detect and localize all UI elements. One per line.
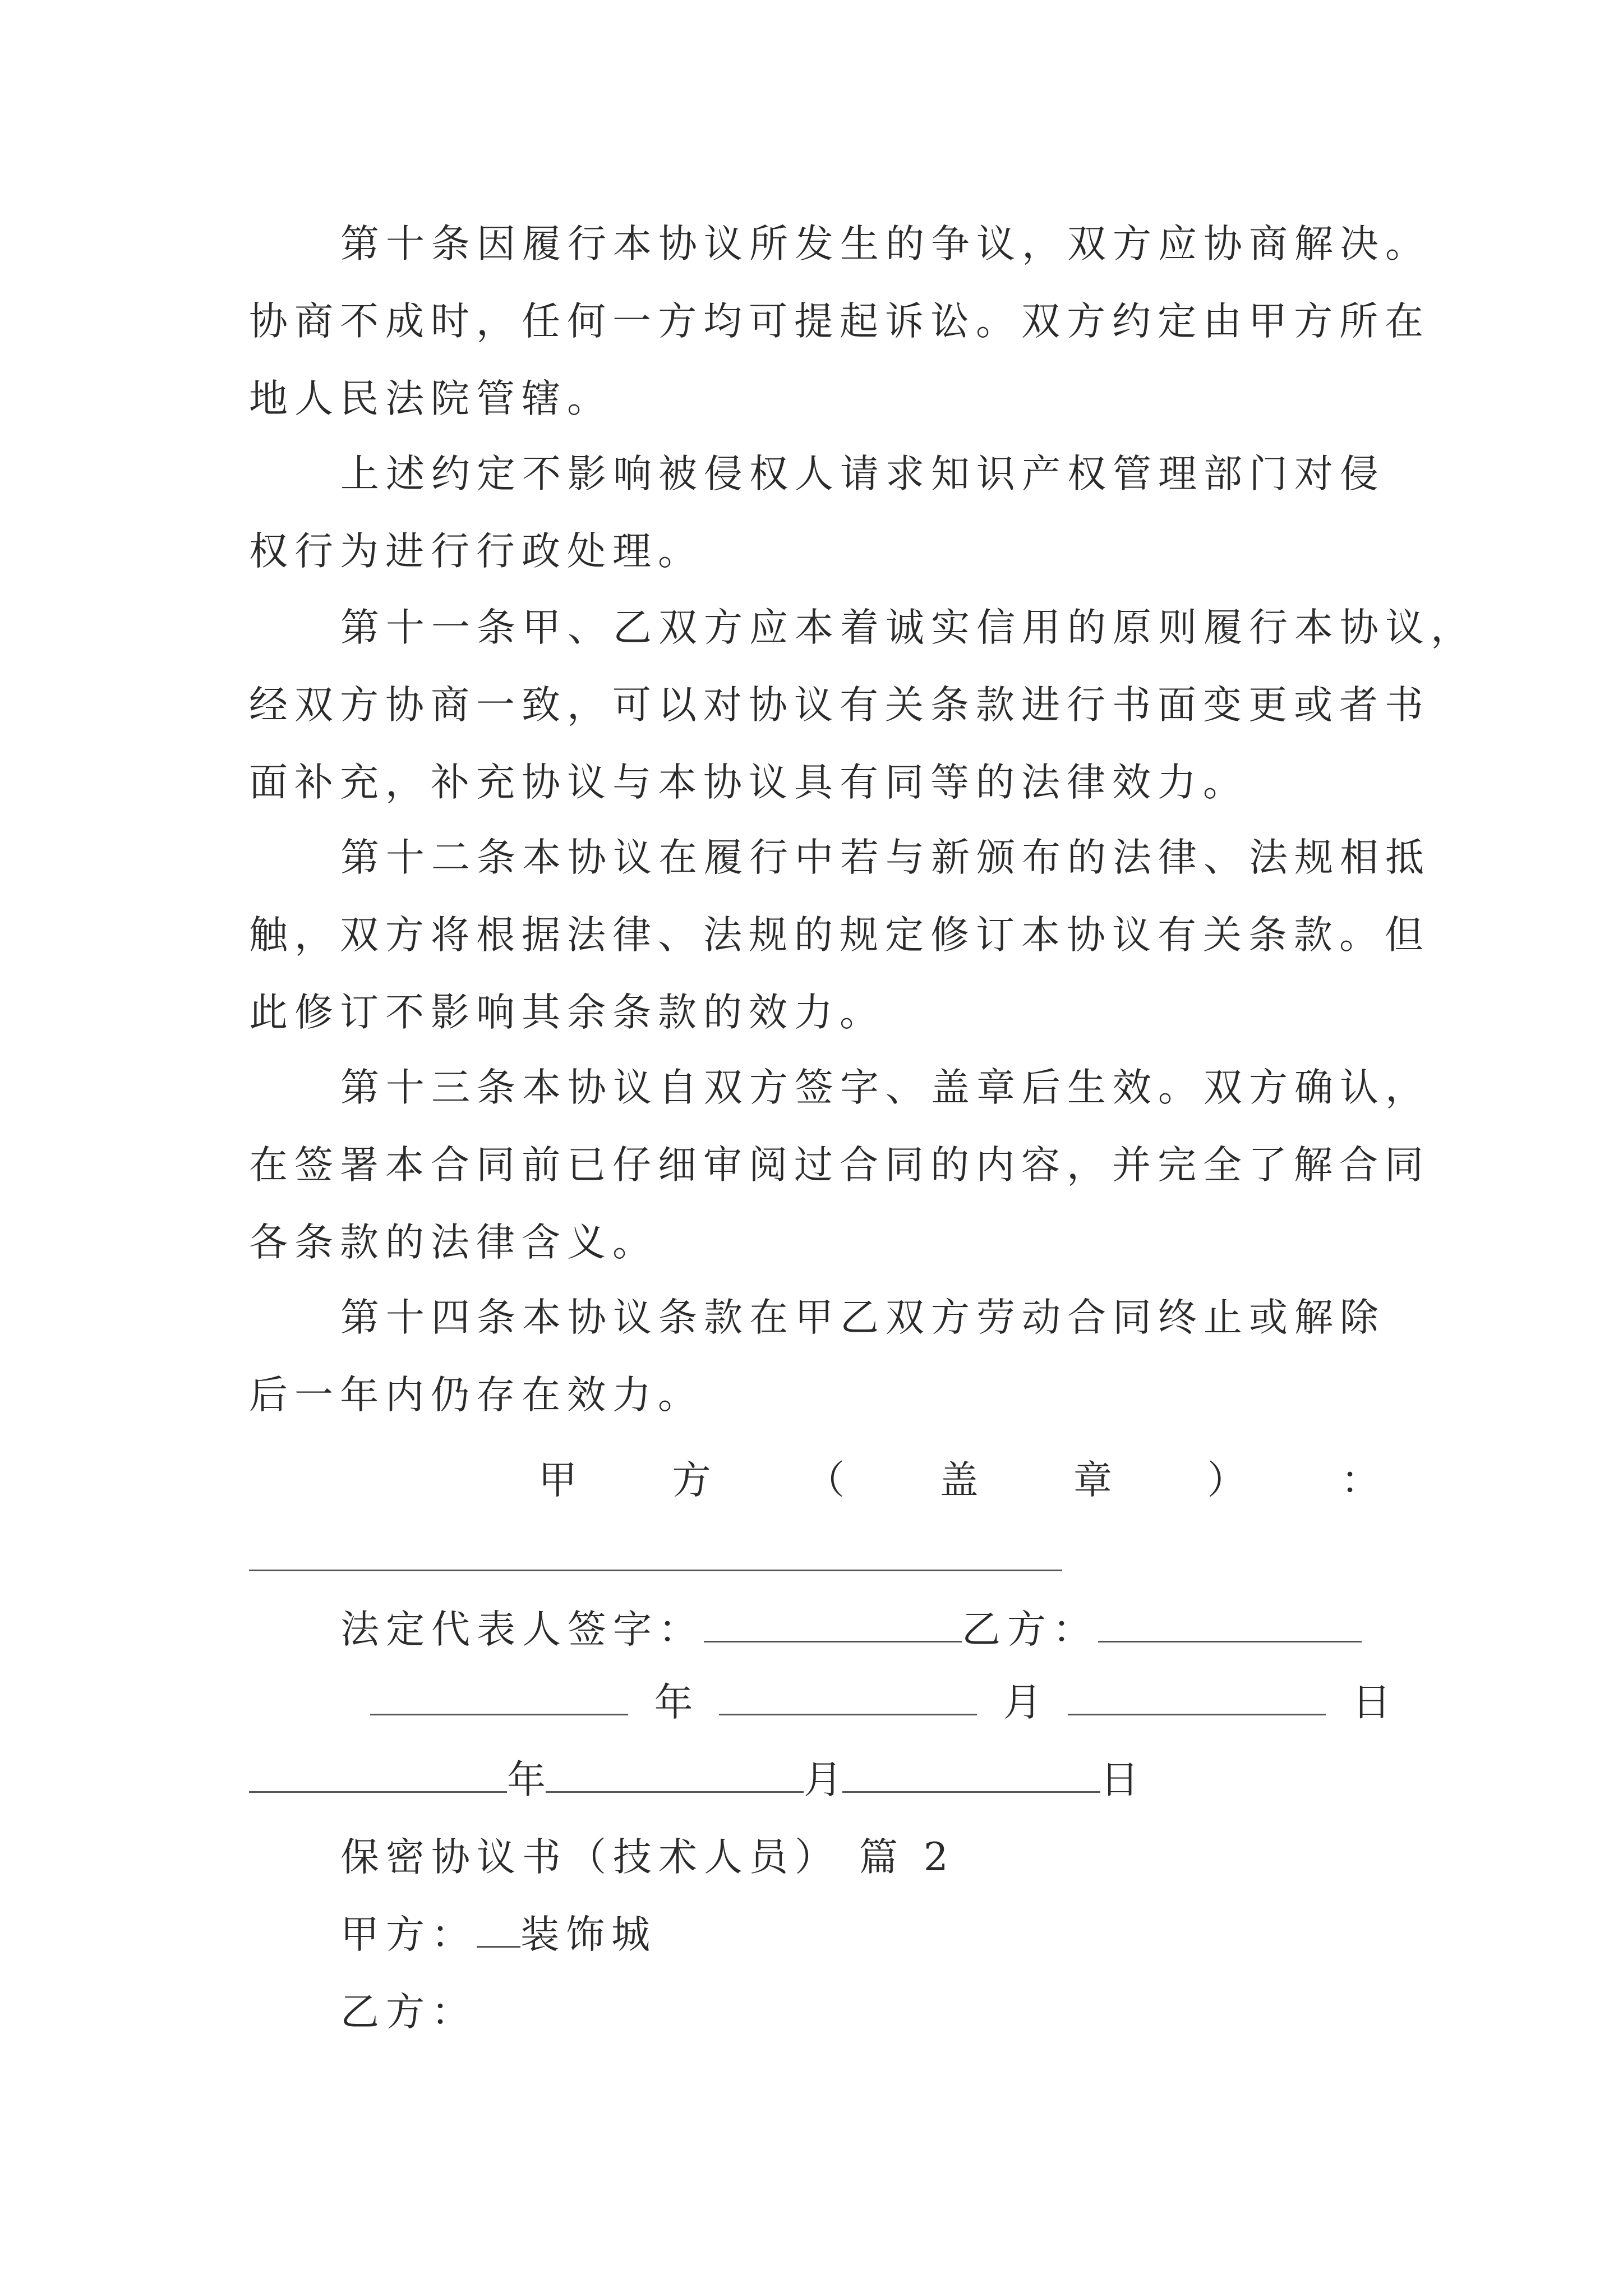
section-2-party-a-blank [477, 1913, 520, 1948]
article-13-line-3: 各条款的法律含义。 [249, 1220, 658, 1265]
article-10-note [249, 435, 1387, 590]
date-2-month-blank [546, 1759, 804, 1793]
article-11-line-1: 第十一条甲、乙双方应本着诚实信用的原则履行本协议， [340, 605, 1476, 650]
article-11-line-2: 经双方协商一致，可以对协议有关条款进行书面变更或者书 [249, 683, 1430, 728]
date-1-day-blank [1068, 1681, 1326, 1715]
date-1-year-blank [370, 1681, 628, 1715]
date-row-1 [370, 1664, 1391, 1741]
article-14 [249, 1279, 1387, 1434]
section-2-party-a-label: 甲方： [340, 1912, 477, 1957]
party-a-char-2: 方 [672, 1458, 711, 1503]
date-2-month: 月 [804, 1757, 842, 1802]
article-14-line-2: 后一年内仍存在效力。 [249, 1373, 703, 1418]
date-2-day-blank [842, 1759, 1100, 1793]
party-a-seal-line [538, 1442, 1380, 1519]
legal-rep-label: 法定代表人签字： [340, 1607, 704, 1652]
article-10-note-line-2: 权行为进行行政处理。 [249, 529, 703, 574]
date-1-month-blank [719, 1681, 977, 1715]
article-13 [249, 1049, 1431, 1281]
party-a-blank [249, 1570, 1062, 1571]
party-a-char-1: 甲 [538, 1458, 577, 1503]
article-11 [249, 589, 1476, 821]
article-13-line-2: 在签署本合同前已仔细审阅过合同的内容，并完全了解合同 [249, 1143, 1430, 1188]
date-row-2 [249, 1741, 1139, 1819]
article-10 [249, 205, 1431, 438]
section-2-party-a [340, 1896, 657, 1973]
date-1-year: 年 [654, 1680, 693, 1725]
article-12-line-3: 此修订不影响其余条款的效力。 [249, 990, 885, 1035]
section-2-title: 保密协议书（技术人员） 篇 2 [340, 1835, 955, 1880]
date-2-year-blank [249, 1759, 507, 1793]
signature-line [340, 1591, 1362, 1668]
article-13-line-1: 第十三条本协议自双方签字、盖章后生效。双方确认， [340, 1065, 1431, 1110]
date-2-day: 日 [1100, 1757, 1139, 1802]
party-b-label: 乙方： [962, 1607, 1098, 1652]
article-12-line-1: 第十二条本协议在履行中若与新颁布的法律、法规相抵 [340, 835, 1431, 880]
article-10-note-line-1: 上述约定不影响被侵权人请求知识产权管理部门对侵 [340, 452, 1385, 496]
party-a-char-7: ： [1341, 1458, 1380, 1503]
article-14-line-1: 第十四条本协议条款在甲乙双方劳动合同终止或解除 [340, 1295, 1385, 1340]
date-1-day: 日 [1352, 1680, 1391, 1725]
party-a-char-6: ） [1207, 1458, 1246, 1503]
party-b-blank [1098, 1608, 1362, 1642]
article-10-line-1: 第十条因履行本协议所发生的争议，双方应协商解决。 [340, 222, 1431, 266]
party-a-char-5: 章 [1073, 1458, 1112, 1503]
section-2-party-b: 乙方： [340, 1990, 477, 2035]
party-a-char-4: 盖 [939, 1458, 979, 1503]
section-2-party-a-value: 装饰城 [520, 1912, 657, 1957]
article-11-line-3: 面补充，补充协议与本协议具有同等的法律效力。 [249, 760, 1248, 805]
date-1-month: 月 [1003, 1680, 1042, 1725]
article-10-line-3: 地人民法院管辖。 [249, 376, 612, 421]
legal-rep-blank [704, 1608, 962, 1642]
article-12-line-2: 触，双方将根据法律、法规的规定修订本协议有关条款。但 [249, 913, 1430, 958]
article-10-line-2: 协商不成时，任何一方均可提起诉讼。双方约定由甲方所在 [249, 299, 1430, 344]
party-a-char-3: （ [806, 1458, 845, 1503]
date-2-year: 年 [507, 1757, 546, 1802]
article-12 [249, 819, 1431, 1051]
